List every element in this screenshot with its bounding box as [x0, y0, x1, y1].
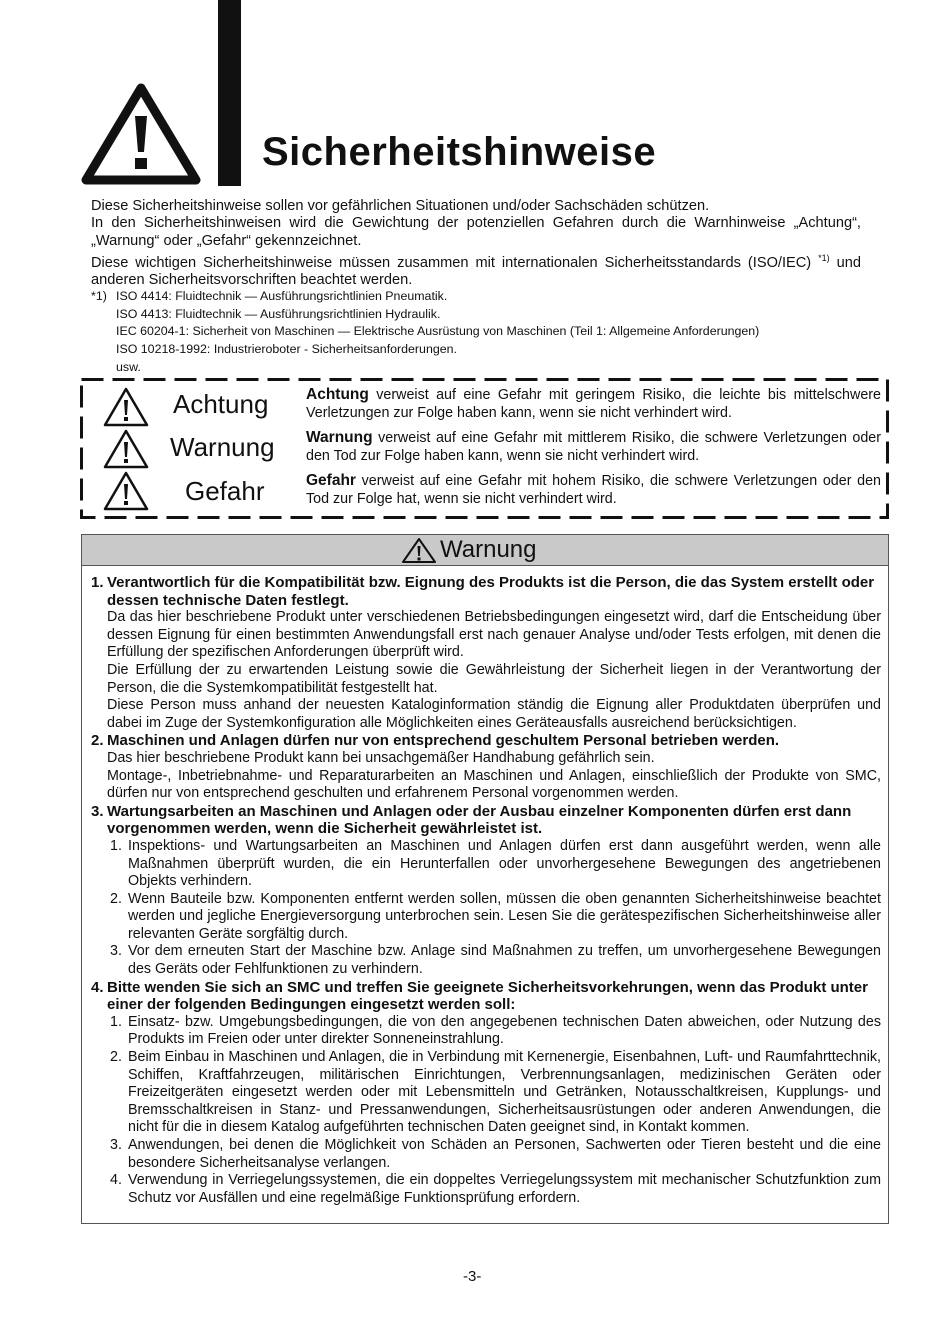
reference-marker: *1) [91, 289, 107, 303]
section-2: 2. Maschinen und Anlagen dürfen nur von entsprechend geschultem Personal betrieben werden. [91, 732, 881, 750]
intro-line-2: In den Sicherheitshinweisen wird die Gewichtung der potenziellen Gefahren durch die Warnhinweise „Achtung“, „Warnung“ oder „Gefahr“ gekennzeichnet. [91, 215, 861, 249]
title-bar-decoration [218, 0, 241, 186]
sub-item: 2. Beim Einbau in Maschinen und Anlagen, die in Verbindung mit Kernenergie, Eisenbahnen, Luft- und Raumfahrttechnik, Schiffen, Kraftfahrzeugen, militärischen Einrichtungen, Verbrennungsanlagen, medizinischen Geräten oder Freizeitgeräten eingesetzt werden oder mit Lebensmitteln und Getränken, Notausschaltkreisen, Kupplungs- und Bremsschaltkreisen in Stanz- und Pressanwendungen, Sicherheitsausrüstungen oder anderen Anwendungen, die nicht für die in diesem Katalog aufgeführten technischen Daten geeignet sind, in Kontakt kommen. [110, 1049, 881, 1136]
sub-item: 1. Einsatz- bzw. Umgebungsbedingungen, die von den angegebenen technischen Daten abweichen, oder Nutzung des Produkts im Freien oder unter direkter Sonneneinstrahlung. [110, 1013, 881, 1048]
section-4: 4. Bitte wenden Sie sich an SMC und treffen Sie geeignete Sicherheitsvorkehrungen, wenn das Produkt unter einer der folgenden Bedingungen eingesetzt werden soll: [91, 979, 881, 1014]
warning-box-header [82, 535, 888, 566]
sub-item: 4. Verwendung in Verriegelungssystemen, die ein doppeltes Verriegelungssystem mit mechanischer Schutzfunktion zum Schutz vor Ausfällen und eine regelmäßige Funktionsprüfung erfordern. [110, 1172, 881, 1206]
warning-box-title: Warnung [440, 536, 537, 563]
reference-item: ISO 4413: Fluidtechnik — Ausführungsrichtlinien Hydraulik. [116, 306, 441, 321]
legend-word-danger: Gefahr [185, 476, 265, 506]
paragraph: Montage-, Inbetriebnahme- und Reparaturarbeiten an Maschinen und Anlagen, einschließlich der Produkte von SMC, dürfen nur von entsprechend geschulten und erfahrenem Personal vorgenommen werden. [107, 767, 881, 802]
reference-item: usw. [116, 359, 141, 374]
warning-small-triangle-icon [102, 428, 150, 470]
legend-description-danger: Gefahr verweist auf eine Gefahr mit hohem Risiko, die schwere Verletzungen oder den Tod zur Folge hat, wenn sie nicht verhindert wird. [306, 472, 881, 507]
footnote-marker: *1) [818, 252, 830, 263]
sub-item: 3. Anwendungen, bei denen die Möglichkeit von Schäden an Personen, Sachwerten oder Tieren besteht und die eine besondere Sicherheitsanalyse verlangen. [110, 1137, 881, 1171]
sub-item: 3. Vor dem erneuten Start der Maschine bzw. Anlage sind Maßnahmen zu treffen, um unvorhergesehene Bewegungen des Geräts oder Fehlfunktionen zu verhindern. [110, 943, 881, 978]
danger-triangle-icon [102, 470, 150, 512]
reference-item: IEC 60204-1: Sicherheit von Maschinen — Elektrische Ausrüstung von Maschinen (Teil 1: Allgemeine Anforderungen) [116, 324, 760, 339]
intro-line-1: Diese Sicherheitshinweise sollen vor gefährlichen Situationen und/oder Sachschäden schützen. [91, 198, 710, 214]
reference-item: ISO 10218-1992: Industrieroboter - Sicherheitsanforderungen. [116, 342, 457, 357]
intro-text [91, 198, 861, 289]
section-heading: Bitte wenden Sie sich an SMC und treffen Sie geeignete Sicherheitsvorkehrungen, wenn das Produkt unter einer der folgenden Bedingungen eingesetzt werden soll: [107, 978, 868, 1014]
section-heading: Wartungsarbeiten an Maschinen und Anlagen oder der Ausbau einzelner Komponenten dürfen erst dann vorgenommen werden, wenn die Sicherheit gewährleistet ist. [107, 802, 852, 838]
reference-item: ISO 4414: Fluidtechnik — Ausführungsrichtlinien Pneumatik. [116, 289, 448, 303]
section-1: 1. Verantwortlich für die Kompatibilität bzw. Eignung des Produkts ist die Person, die das System erstellt oder dessen technische Daten festlegt. [91, 574, 881, 609]
legend-word-warning: Warnung [170, 432, 275, 462]
warning-header-triangle-icon [401, 537, 437, 564]
legend-description-warning: Warnung verweist auf eine Gefahr mit mittlerem Risiko, die schwere Verletzungen oder den Tod zur Folge haben kann, wenn sie nicht verhindert wird. [306, 429, 881, 464]
warning-box-body [91, 574, 881, 1207]
warning-triangle-icon [80, 82, 202, 186]
section-heading: Maschinen und Anlagen dürfen nur von entsprechend geschultem Personal betrieben werden. [107, 732, 780, 750]
sub-item: 1. Inspektions- und Wartungsarbeiten an Maschinen und Anlagen dürfen erst dann ausgeführt werden, wenn alle Maßnahmen überprüft wurden, die ein Herunterfallen oder unvorhergesehene Bewegungen des angetriebenen Objekts verhindern. [110, 837, 881, 890]
legend-description-caution: Achtung verweist auf eine Gefahr mit geringem Risiko, die leichte bis mittelschwere Verletzungen zur Folge haben kann, wenn sie nicht verhindert wird. [306, 386, 881, 421]
paragraph: Die Erfüllung der zu erwartenden Leistung sowie die Gewährleistung der Sicherheit liegen in der Verantwortung der Person, die die Systemkompatibilität festgestellt hat. [107, 661, 881, 696]
warning-box [81, 534, 889, 1224]
intro-line-3: Diese wichtigen Sicherheitshinweise müssen zusammen mit internationalen Sicherheitsstandards (ISO/IEC) $^{*1)}$ und anderen Sicherheitsvorschriften beachtet werden. [91, 252, 862, 289]
caution-triangle-icon [102, 386, 150, 428]
page-title: Sicherheitshinweise [262, 130, 657, 174]
paragraph: Diese Person muss anhand der neuesten Kataloginformation ständig die Eignung aller Produktdaten überprüfen und dabei im Zuge der Systemkonfiguration alle Möglichkeiten eines Geräteausfalls ausreichend berücksichtigen. [107, 697, 881, 731]
paragraph: Das hier beschriebene Produkt kann bei unsachgemäßer Handhabung gefährlich sein. [107, 749, 655, 766]
section-3: 3. Wartungsarbeiten an Maschinen und Anlagen oder der Ausbau einzelner Komponenten dürfen erst dann vorgenommen werden, wenn die Sicherheit gewährleistet ist. [91, 803, 881, 838]
legend-word-caution: Achtung [173, 389, 269, 419]
paragraph: Da das hier beschriebene Produkt unter verschiedenen Betriebsbedingungen eingesetzt wird, darf die Entscheidung über dessen Eignung für einen bestimmten Anwendungsfall erst nach genauer Analyse und/oder Tests erfolgen, mit denen die Erfüllung der spezifischen Anforderungen überprüft wird. [107, 609, 881, 661]
page-number: -3- [463, 1268, 482, 1285]
section-heading: Verantwortlich für die Kompatibilität bzw. Eignung des Produkts ist die Person, die das System erstellt oder dessen technische Daten festlegt. [107, 574, 875, 609]
sub-item: 2. Wenn Bauteile bzw. Komponenten entfernt werden sollen, müssen die oben genannten Sicherheitshinweise beachtet werden und jegliche Energieversorgung unterbrochen sein. Lesen Sie die gerätespezifischen Sicherheitshinweise aller relevanten Geräte sorgfältig durch. [110, 890, 881, 942]
